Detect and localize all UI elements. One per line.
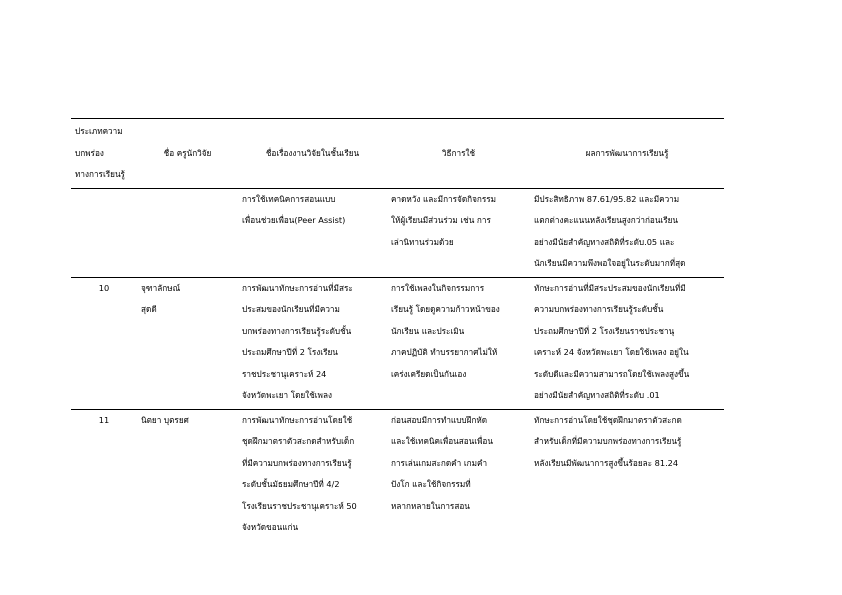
cell-line: อย่างมีนัยสำคัญทางสถิติที่ระดับ.05 และ (534, 236, 675, 247)
row-number: 10 (98, 282, 110, 293)
cell-line: หลากหลายในการสอน (391, 500, 470, 511)
cell-line: เรียนรู้ โดยดูความก้าวหน้าของ (391, 304, 500, 314)
cell-result (530, 277, 724, 409)
cell-line: ทักษะการอ่านที่มีสระประสมของนักเรียนที่มี (534, 282, 686, 293)
header-research-title: ชื่อเรื่องงานวิจัยในชั้นเรียน (265, 147, 360, 158)
cell-line: การใช้เทคนิคการสอนแบบ (242, 193, 336, 204)
cell-line: บกพร่องทางการเรียนรู้ระดับชั้น (242, 325, 352, 336)
cell-line: ปังโก และใช้กิจกรรมที่ (391, 479, 471, 489)
row-number: 11 (98, 414, 110, 425)
cell-line: จังหวัดขอนแก่น (242, 522, 299, 532)
cell-line: การพัฒนาทักษะการอ่านที่มีสระ (242, 282, 353, 293)
cell-researcher (137, 409, 238, 541)
cell-method (387, 188, 530, 277)
cell-line: ระดับดีและมีความสามารถโดยใช้เพลงสูงขึ้น (534, 368, 690, 379)
cell-line: การใช้เพลงในกิจกรรมการ (391, 282, 485, 293)
research-table (71, 118, 724, 541)
cell-line: คาดหวัง และมีการจัดกิจกรรม (391, 193, 497, 204)
cell-line: เคร่งเครียดเป็นกันเอง (391, 368, 467, 379)
cell-result (530, 409, 724, 541)
cell-line: ภาคปฏิบัติ ทำบรรยากาศไม่ให้ (391, 347, 498, 357)
cell-title (238, 277, 387, 409)
cell-line: การเล่นเกมสะกดคำ เกมคำ (391, 457, 488, 468)
cell-line: สุดดี (141, 304, 157, 314)
cell-line: นิตยา บุตรยศ (141, 414, 189, 425)
cell-line: เคราะห์ 24 จังหวัดพะเยา โดยใช้เพลง อยู่ใน (534, 347, 689, 357)
cell-line: ราชประชานุเคราะห์ 24 (242, 368, 327, 379)
cell-line: สำหรับเด็กที่มีความบกพร่องทางการเรียนรู้ (534, 436, 682, 446)
cell-line: ประถมศึกษาปีที่ 2 โรงเรียนราชประชานุ (534, 325, 675, 336)
cell-line: ก่อนสอบมีการทำแบบฝึกหัด (391, 414, 488, 425)
header-result: ผลการพัฒนาการเรียนรู้ (585, 147, 669, 158)
cell-line: นักเรียนมีความพึงพอใจอยู่ในระดับมากที่สุด (534, 258, 686, 268)
cell-line: การพัฒนาทักษะการอ่านโดยใช้ (242, 414, 353, 425)
cell-method (387, 277, 530, 409)
header-type-line: บกพร่อง (75, 147, 104, 158)
cell-title (238, 188, 387, 277)
cell-researcher (137, 277, 238, 409)
header-type-line: ทางการเรียนรู้ (75, 169, 125, 179)
cell-line: จุฑาลักษณ์ (141, 282, 181, 293)
cell-method (387, 409, 530, 541)
cell-line: มีประสิทธิภาพ 87.61/95.82 และมีความ (534, 193, 680, 204)
cell-line: เพื่อนช่วยเพื่อน(Peer Assist) (242, 215, 346, 225)
cell-line: ระดับชั้นมัธยมศึกษาปีที่ 4/2 (242, 479, 340, 489)
table-header-row (71, 119, 724, 189)
row-number (71, 188, 137, 277)
header-method: วิธีการใช้ (441, 147, 476, 158)
cell-line: แตกต่างคะแนนหลังเรียนสูงกว่าก่อนเรียน (534, 215, 679, 225)
table-body (71, 188, 724, 541)
cell-line: ประสมของนักเรียนที่มีความ (242, 304, 340, 314)
header-disability-type (71, 119, 137, 189)
table-row (71, 409, 724, 541)
cell-line: ประถมศึกษาปีที่ 2 โรงเรียน (242, 347, 338, 357)
cell-title (238, 409, 387, 541)
cell-researcher (137, 188, 238, 277)
cell-line: ที่มีความบกพร่องทางการเรียนรู้ (242, 457, 352, 468)
cell-line: อย่างมีนัยสำคัญทางสถิติที่ระดับ .01 (534, 390, 660, 400)
cell-line: และใช้เทคนิคเพื่อนสอนเพื่อน (391, 436, 493, 446)
cell-line: ให้ผู้เรียนมีส่วนร่วม เช่น การ (391, 215, 491, 225)
header-researcher: ชื่อ ครูนักวิจัย (163, 147, 212, 158)
cell-line: นักเรียน และประเมิน (391, 325, 465, 336)
cell-line: ชุดฝึกมาตราตัวสะกดสำหรับเด็ก (242, 436, 355, 446)
cell-line: เล่านิทานร่วมด้วย (391, 236, 454, 247)
cell-line: โรงเรียนราชประชานุเคราะห์ 50 (242, 500, 357, 511)
table-row (71, 277, 724, 409)
cell-line: ความบกพร่องทางการเรียนรู้ระดับชั้น (534, 304, 664, 314)
cell-result (530, 188, 724, 277)
cell-line: จังหวัดพะเยา โดยใช้เพลง (242, 390, 332, 400)
cell-line: ทักษะการอ่านโดยใช้ชุดฝึกมาตราตัวสะกด (534, 414, 682, 425)
header-type-line: ประเภทความ (75, 126, 123, 136)
table-row (71, 188, 724, 277)
cell-line: หลังเรียนมีพัฒนาการสูงขึ้นร้อยละ 81.24 (534, 457, 679, 468)
